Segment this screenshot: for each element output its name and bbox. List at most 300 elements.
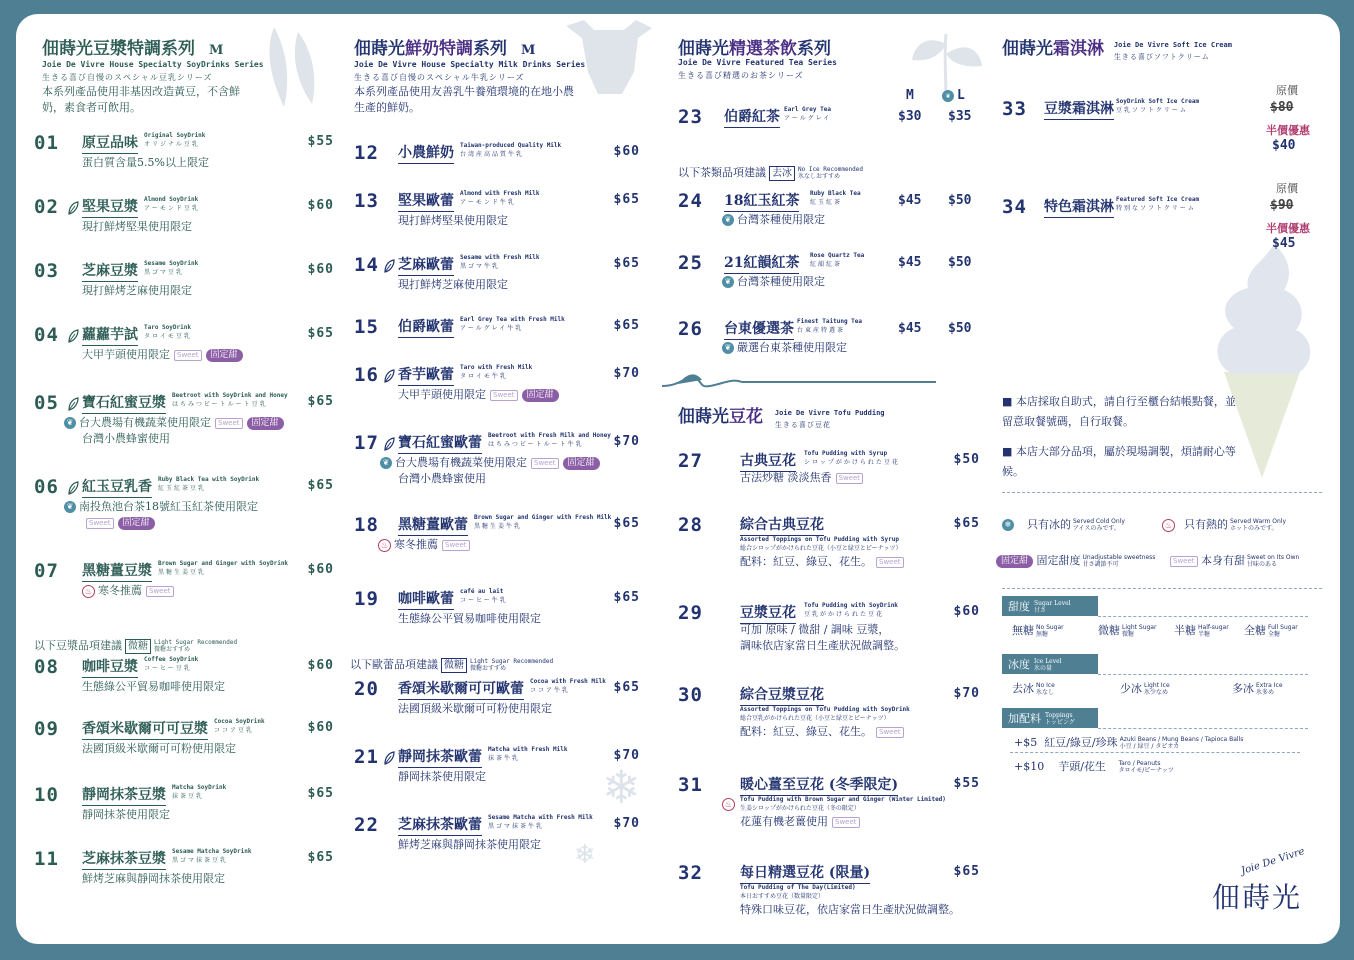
item-name-en: Sesame with Fresh Milk [460,254,540,261]
warm-icon-wrap [722,794,738,813]
option-en: Extra Ice [1256,682,1283,689]
section-subtitle-jp: 生きる喜び自慢のスペシャル牛乳シリーズ [354,73,525,82]
item-note [64,415,284,431]
item-note [722,212,825,228]
section-subtitle-en: Joie De Vivre House Specialty SoyDrinks Series [42,60,264,69]
menu-item[interactable] [34,132,334,186]
item-name: 21紅韻紅茶 [724,252,799,274]
item-note-2: 台灣小農蜂蜜使用 [82,432,170,445]
item-name-en: Tofu Pudding with Brown Sugar and Ginger (Winter Limited) [740,796,946,803]
title-prefix: 佃蒔光 [678,39,729,59]
item-note-text: 鮮烤芝麻與靜岡抹茶使用限定 [82,872,225,885]
item-name: 紅玉豆乳香 [82,476,152,498]
menu-item[interactable] [354,190,654,244]
option-label: 多冰 [1232,682,1254,695]
option-en: Light Sugar [1122,624,1157,631]
item-price: $60 [307,262,334,277]
recommend-label: 以下歐蕾品項建議 [350,658,438,671]
item-badges [82,515,155,531]
topping-en: Azuki Beans / Mung Beans / Tapioca Balls [1119,736,1244,743]
leaf-icon [383,750,395,764]
legend-jp: ホットのみです。 [1230,525,1278,532]
item-number: 20 [354,678,379,700]
price-m: $45 [898,321,922,336]
item-name-jp: アーモンド牛乳 [460,199,516,206]
item-price: $65 [953,864,980,879]
divider [1098,728,1308,729]
item-note-text: 寒冬推薦 [394,538,438,551]
item-note-text: 特殊口味豆花，依店家當日生產狀況做調整。 [740,903,960,916]
legend-en: Sweet on Its Own [1247,554,1300,561]
sugar-option[interactable] [1174,622,1229,638]
notice-text: 本店大部分品項，屬於現場調製，煩請耐心等候。 [1002,445,1236,478]
price-m: $45 [898,193,922,208]
brand-script: Joie De Vivre [1239,846,1307,877]
item-number: 09 [34,718,59,740]
item-note-text: 現打鮮烤芝麻使用限定 [82,284,192,297]
option-label: 微糖 [1098,624,1120,637]
legend-jp: アイスのみです。 [1073,525,1120,532]
item-number: 15 [354,316,379,338]
topping-en: Taro / Peanuts [1118,760,1161,767]
title-prefix: 佃蒔光 [354,39,405,59]
item-name-en: Matcha SoyDrink [172,784,227,791]
item-number: 25 [678,252,703,274]
item-name: 芝麻抹茶豆漿 [82,848,166,870]
item-note-text: 蛋白質含量5.5%以上限定 [82,156,209,169]
menu-item[interactable] [354,588,654,642]
item-note [82,583,174,599]
menu-item[interactable] [354,746,654,800]
item-name-jp: はちみつビートルート豆乳 [172,401,268,408]
section-subtitle-en: Joie De Vivre Soft Ice Cream [1113,40,1232,49]
toppings-header [1002,708,1098,728]
tofu-section-title [678,402,885,430]
item-number: 33 [1002,98,1027,120]
legend-label: 本身有甜 [1201,554,1246,567]
item-note-text: 台灣茶種使用限定 [737,275,825,288]
item-name-en: Finest Taitung Tea [797,318,863,325]
item-name-jp: 黒ゴマ抹茶牛乳 [488,823,545,830]
option-en: No Sugar [1036,624,1064,631]
topping-price: +$10 [1014,760,1045,773]
leaf-icon [67,328,79,342]
size-label: M [521,43,536,58]
option-label: 去冰 [1012,682,1034,695]
sweet-badge: Sweet [490,390,518,401]
leaf-icon [67,396,79,410]
original-price: $80 [1270,100,1294,115]
legend-jp: 甘味のある [1247,561,1278,568]
ice-option[interactable] [1012,680,1055,696]
item-number: 02 [34,196,59,218]
section-subtitle-en: Joie De Vivre House Specialty Milk Drinks Series [354,60,586,69]
option-jp: 無糖 [1036,631,1049,638]
no-ice-recommend-line [678,164,863,181]
item-name-en: Tofu Pudding with SoyDrink [804,602,898,609]
item-number: 26 [678,318,703,340]
option-jp: 氷多め [1256,689,1275,696]
section-title [1002,34,1232,62]
legend-en: Unadjustable sweetness [1082,554,1156,561]
item-note [82,283,192,299]
menu-item[interactable] [354,316,654,370]
item-name-en: Original SoyDrink [144,132,206,139]
item-name-en: Brown Sugar and Ginger with SoyDrink [158,560,289,567]
option-jp: 氷少なめ [1144,689,1169,696]
item-name-jp: 黒ゴマ抹茶豆乳 [172,857,229,864]
item-name-en: Sesame Matcha with Fresh Milk [488,814,593,821]
sale-price: $45 [1272,236,1296,251]
item-note-text: 配料：紅豆、綠豆、花生。 [740,555,872,568]
item-price: $60 [613,144,640,159]
item-price: $65 [307,394,334,409]
item-name-jp: 紅韻紅茶 [810,261,843,268]
item-price: $70 [613,366,640,381]
section-description: 本系列產品使用非基因改造黃豆，不含鮮奶，素食者可飲用。 [42,85,240,114]
option-jp: 半糖 [1198,631,1211,638]
item-name-jp: はちみつビートルート牛乳 [488,441,584,448]
recommend-jp: 微糖おすすめ [470,665,507,672]
item-price: $65 [613,590,640,605]
title-highlight: 鮮奶特調 [405,39,473,59]
item-number: 03 [34,260,59,282]
item-note [82,679,225,695]
fixed-sweet-badge: 固定甜 [522,389,559,402]
item-name-en: Matcha with Fresh Milk [488,746,568,753]
item-name: 豆漿豆花 [740,602,796,624]
item-note-text: 可加 原味 / 微甜 / 調味 豆漿， [740,623,890,636]
size-l-label: L [957,88,965,103]
title-suffix: 系列 [161,39,195,59]
item-price: $65 [613,680,640,695]
item-name-en: Taiwan-produced Quality Milk [460,142,562,149]
recommend-label: 以下茶類品項建議 [678,166,766,179]
item-note [740,470,863,486]
option-sub [1256,682,1283,696]
divider [1098,674,1308,675]
menu-item[interactable] [678,318,988,366]
menu-item[interactable] [354,142,654,196]
item-note-text: 南投魚池台茶18號紅玉紅茶使用限定 [79,500,258,513]
menu-item[interactable] [354,432,654,486]
topping-jp: タロイモ/ピーナッツ [1118,767,1174,774]
item-note [740,622,889,638]
item-name-en: Coffee SoyDrink [144,656,199,663]
title-highlight: 豆漿特調 [93,39,161,59]
menu-item[interactable] [678,450,988,520]
item-note-text: 大甲芋頭使用限定 [398,388,486,401]
item-number: 08 [34,656,59,678]
item-price: $50 [953,452,980,467]
item-name-jp: 紅玉紅茶豆乳 [158,485,207,492]
menu-item[interactable] [678,774,988,844]
flame-icon: ♨ [1162,519,1175,532]
item-name: 台東優選茶 [724,318,794,340]
section-subtitle-en: Joie De Vivre Tofu Pudding [774,408,885,417]
item-note [380,455,600,471]
item-name: 香頌米歇爾可可歐蕾 [398,678,524,700]
topping-row-10 [1014,758,1174,774]
item-note-text: 現打鮮烤堅果使用限定 [398,214,508,227]
option-head-jp: 氷の量 [1034,665,1053,672]
item-name: 18紅玉紅茶 [724,190,799,212]
item-name-jp: 黒ゴマ牛乳 [460,263,501,270]
item-note-text: 大甲芋頭使用限定 [82,348,170,361]
item-note-2: 調味依店家當日生產狀況做調整。 [740,639,905,652]
menu-item[interactable] [678,252,988,300]
recommend-jp: 氷なしおすすめ [798,173,841,180]
menu-item[interactable] [34,476,334,530]
topping-items: 紅豆/綠豆/珍珠 [1044,736,1118,749]
item-note [740,554,904,570]
divider [1002,588,1322,589]
topping-row-5 [1014,734,1243,750]
menu-item[interactable] [1002,182,1322,274]
item-name-jp: 抹茶豆乳 [172,793,205,800]
item-name-en: Assorted Toppings on Tofu Pudding with Syrup [740,536,899,543]
item-number: 30 [678,684,703,706]
option-head: 冰度 [1008,658,1030,671]
item-name-en: Ruby Black Tea with SoyDrink [158,476,260,483]
item-name: 伯爵歐蕾 [398,316,454,338]
menu-item[interactable] [678,514,988,584]
item-name: 靜岡抹茶歐蕾 [398,746,482,768]
legend-warm [1162,516,1286,532]
item-note [740,902,960,918]
item-note [82,871,225,887]
item-note-text: 靜岡抹茶使用限定 [398,770,486,783]
menu-item[interactable] [34,560,334,614]
menu-item[interactable] [354,364,654,418]
item-name-jp: 紅玉紅茶 [810,199,843,206]
section-subtitle-jp: 生きる喜び精選のお茶シリーズ [678,71,804,80]
item-note-text: 古法炒糖 淡淡焦香 [740,471,832,484]
slight-sugar-badge: 微糖 [441,658,467,673]
item-note [398,611,541,627]
ice-option[interactable] [1232,680,1283,696]
item-name-en: Earl Grey Tea with Fresh Milk [460,316,565,323]
item-name-en: Beetroot with Fresh Milk and Honey [488,432,611,439]
item-name: 咖啡歐蕾 [398,588,454,610]
option-en: No Ice [1036,682,1055,689]
option-sub [1036,682,1055,696]
brand-logo: 佃蒔光 [1212,881,1303,914]
item-name-jp: 総合シロップがかけられた豆花（小豆と緑豆とピーナッツ） [740,545,902,552]
item-name-jp: 豆乳ソフトクリーム [1116,107,1188,114]
menu-item[interactable] [34,784,334,838]
menu-item[interactable] [34,656,334,710]
item-name-jp: 総合豆乳がかけられた豆花（小豆と緑豆とピーナッツ） [740,715,890,722]
tea-section-title [678,34,831,59]
item-name-en: Sesame Matcha SoyDrink [172,848,252,855]
recommend-line [34,637,237,654]
tea-icon: ❦ [64,417,76,429]
item-number: 06 [34,476,59,498]
item-note [398,701,552,717]
item-name-jp: アールグレイ牛乳 [460,325,524,332]
leaf-icon [67,480,79,494]
ice-cream-column [1002,14,1322,944]
tea-icon: ❦ [942,90,954,102]
price-m: $30 [898,109,922,124]
item-price: $65 [613,192,640,207]
item-price: $65 [613,516,640,531]
sweet-badge: Sweet [876,727,904,738]
menu-item[interactable] [354,814,654,868]
item-name: 靜岡抹茶豆漿 [82,784,166,806]
item-name: 寶石紅蜜歐蕾 [398,432,482,454]
menu-item[interactable] [34,196,334,250]
menu-item[interactable] [678,190,988,238]
item-note-text: 現打鮮烤芝麻使用限定 [398,278,508,291]
divider [1002,492,1322,493]
item-name-en: Brown Sugar and Ginger with Fresh Milk [474,514,612,521]
item-note [398,213,508,229]
title-prefix: 佃蒔光 [678,407,729,427]
menu-sheet [16,14,1340,944]
notice-self-service: ■ 本店採取自助式，請自行至櫃台結帳點餐，並留意取餐號碼，自行取餐。 [1002,395,1236,428]
soy-drinks-column [34,14,334,944]
item-name: 豆漿霜淇淋 [1044,98,1114,120]
item-number: 12 [354,142,379,164]
item-name: 綜合古典豆花 [740,514,824,536]
item-name-jp: コーヒー牛乳 [460,597,508,604]
item-name: 堅果歐蕾 [398,190,454,212]
item-number: 04 [34,324,59,346]
menu-item[interactable] [34,324,334,378]
item-note-text: 台大農場有機蔬菜使用限定 [79,416,211,429]
item-name-jp: 黒糖生姜牛乳 [474,523,523,530]
leaf-icon [383,436,395,450]
menu-item[interactable] [354,254,654,308]
item-number: 32 [678,862,703,884]
tea-tofu-column [678,14,988,944]
topping-items: 芋頭/花生 [1058,760,1106,773]
menu-item[interactable] [34,848,334,902]
fixed-sweet-badge: 固定甜 [206,349,243,362]
section-subtitle-jp: 生きる喜び豆花 [774,420,831,429]
menu-item[interactable] [1002,84,1322,176]
option-en: Half-sugar [1198,624,1229,631]
legend-cold [1002,516,1125,532]
item-price: $65 [953,516,980,531]
item-name-en: Cocoa SoyDrink [214,718,265,725]
item-name: 芝麻抹茶歐蕾 [398,814,482,836]
menu-item[interactable] [34,718,334,772]
item-price: $60 [307,720,334,735]
section-subtitle-jp: 生きる喜びソフトクリーム [1113,52,1210,61]
no-ice-badge: 去冰 [769,166,795,181]
item-note-text: 生態綠公平貿易咖啡使用限定 [82,680,225,693]
item-note [398,277,508,293]
legend-label: 只有冰的 [1027,518,1071,531]
menu-item[interactable] [34,260,334,314]
item-name-en: Earl Grey Tea [784,106,831,113]
title-suffix: 系列 [473,39,507,59]
sugar-option[interactable] [1244,622,1298,638]
item-number: 17 [354,432,379,454]
item-name: 伯爵紅茶 [724,106,780,128]
item-name: 寶石紅蜜豆漿 [82,392,166,414]
item-name: 每日精選豆花 (限量) [740,862,870,884]
menu-item[interactable] [678,684,988,754]
option-label: 無糖 [1012,624,1034,637]
item-price: $55 [307,134,334,149]
leaf-icon [383,368,395,382]
sugar-option[interactable] [1098,622,1156,638]
item-name: 綜合豆漿豆花 [740,684,824,706]
option-head: 甜度 [1008,600,1030,613]
item-name-jp: 台東産特選茶 [797,327,846,334]
menu-item[interactable] [678,106,988,154]
item-name-jp: 台湾産高品質牛乳 [460,151,525,158]
menu-item[interactable] [34,392,334,446]
tea-icon: ❦ [722,276,734,288]
menu-item[interactable] [678,862,988,932]
menu-item[interactable] [354,514,654,568]
item-price: $60 [307,198,334,213]
item-note-text: 法國頂級米歇爾可可粉使用限定 [82,742,236,755]
option-jp: 微糖 [1122,631,1135,638]
item-note-text: 花蓮有機老薑使用 [740,815,828,828]
item-name: 香芋歐蕾 [398,364,454,386]
size-l-header [942,88,965,103]
leaf-icon [383,258,395,272]
tea-icon: ❦ [380,457,392,469]
item-name-en: Ruby Black Tea [810,190,861,197]
section-description: 本系列產品使用友善乳牛養殖環境的在地小農生產的鮮奶。 [354,85,574,114]
item-note-text: 嚴選台東茶種使用限定 [737,341,847,354]
snowflake-icon: ❄ [574,840,596,870]
item-name-en: Beetroot with SoyDrink and Honey [172,392,288,399]
menu-item[interactable] [678,602,988,672]
leaf-icon [67,200,79,214]
item-note [740,724,904,740]
topping-price: +$5 [1014,736,1038,749]
item-price: $65 [613,318,640,333]
ice-option[interactable] [1120,680,1170,696]
legend-en: Served Cold Only [1073,518,1125,525]
item-name-jp: 黒ゴマ豆乳 [144,269,185,276]
item-number: 16 [354,364,379,386]
sugar-option[interactable] [1012,622,1064,638]
item-number: 24 [678,190,703,212]
item-note [82,219,192,235]
option-head-jp: 甘さ [1034,607,1047,614]
section-title [42,34,223,59]
item-number: 10 [34,784,59,806]
notice-wait: ■ 本店大部分品項，屬於現場調製，煩請耐心等候。 [1002,445,1236,478]
milk-drinks-column [350,14,654,944]
item-name-en: Rose Quartz Tea [810,252,865,259]
menu-item[interactable] [354,678,654,732]
tea-icon: ❦ [722,214,734,226]
recommend-en: Light Sugar Recommended [154,639,238,646]
sweet-badge: Sweet [86,518,114,529]
option-label: 少冰 [1120,682,1142,695]
price-m: $45 [898,255,922,270]
option-sub [1144,682,1170,696]
recommend-en: Light Sugar Recommended [470,658,554,665]
recommend-en: No Ice Recommended [798,166,864,173]
section-subtitle-en: Joie De Vivre Featured Tea Series [678,58,837,67]
item-number: 13 [354,190,379,212]
title-suffix: 系列 [797,39,831,59]
item-name-en: Almond with Fresh Milk [460,190,540,197]
item-name: 特色霜淇淋 [1044,196,1114,218]
item-name: 芝麻歐蕾 [398,254,454,276]
